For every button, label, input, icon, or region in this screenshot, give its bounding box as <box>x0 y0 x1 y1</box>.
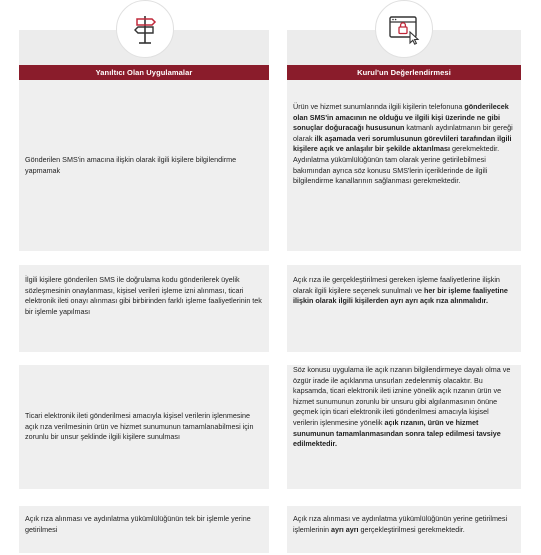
row-4-left-cell <box>19 506 269 553</box>
row-1-left-cell <box>19 80 269 251</box>
browser-lock-cursor-icon <box>386 12 422 46</box>
evaluation-segment: açık rızanın, ürün ve hizmet sunumunun tamamlanmasından sonra talep edilmesi tavsiye edilmektedir. <box>293 417 501 449</box>
evaluation-segment: katmanlı aydınlatmanın bir gereği olarak <box>293 123 513 143</box>
row-2-right-cell <box>287 265 521 352</box>
row-4-right-cell <box>287 506 521 553</box>
row-3-evaluation-text <box>293 365 515 450</box>
evaluation-segment: Açık rıza ile gerçekleştirilmesi gereken işleme faaliyetlerine ilişkin olarak ilgili kişilere seçenek sunulmalı ve <box>293 275 500 295</box>
evaluation-segment: Açık rıza alınması ve aydınlatma yükümlülüğünün yerine getirilmesi işlemlerinin <box>293 514 508 534</box>
evaluation-segment: gerekmektedir. Aydınlatma yükümlülüğünün tam olarak yerine getirilebilmesi bakımından ayrıca söz konusu SMS'lerin içeriklerinde de ilgili bilgilendirme kanallarının sağlanması gerekmektedir. <box>293 144 500 186</box>
right-column-header: Kurul'un Değerlendirmesi <box>287 65 521 80</box>
right-icon-circle <box>375 0 433 58</box>
row-3-left-cell <box>19 365 269 489</box>
row-1-evaluation-text <box>293 102 515 187</box>
evaluation-segment: Ürün ve hizmet sunumlarında ilgili kişilerin telefonuna <box>293 102 465 111</box>
evaluation-segment: ayrı ayrı <box>330 524 359 534</box>
evaluation-segment: gönderilecek olan SMS'in amacının ne olduğu ve ilgili kişi üzerinde ne gibi sonuçlar doğuracağı hususunun <box>293 102 509 133</box>
evaluation-segment: her bir işleme faaliyetine ilişkin olarak ilgili kişilerden ayrı ayrı açık rıza alınmalıdır. <box>293 285 508 306</box>
left-icon-circle <box>116 0 174 58</box>
evaluation-segment: ilk aşamada veri sorumlusunun görevlileri tarafından ilgili kişilere açık ve anlaşılır bir şekilde aktarılması <box>293 133 512 154</box>
evaluation-segment: Söz konusu uygulama ile açık rızanın bilgilendirmeye dayalı olma ve özgür irade ile açıklanma unsurları zedelenmiş olacaktır. Bu kapsamda, ticari elektronik ileti iznine yönelik açık rızanın ürün ve hizmet sunumunun zorunlu bir unsuru gibi algılanmasının önüne geçmek için ticari elektronik ileti gönderilmesi amacıyla kişisel verilerin işlenmesine yönelik <box>293 365 511 427</box>
row-2-evaluation-text <box>293 275 515 307</box>
left-column-header: Yanıltıcı Olan Uygulamalar <box>19 65 269 80</box>
row-1-right-cell <box>287 80 521 251</box>
row-2-practice-text: İlgili kişilere gönderilen SMS ile doğrulama kodu gönderilerek üyelik sözleşmesinin onaylanması, kişisel verileri işleme izni alınması, ticari elektronik ileti onayı alınması gibi birbirinden farklı işleme faaliyetlerinin tek bir işlemle yapılması <box>25 275 262 316</box>
evaluation-segment: gerçekleştirilmesi gerekmektedir. <box>358 524 465 534</box>
row-2-left-cell <box>19 265 269 352</box>
row-3-practice-text: Ticari elektronik ileti gönderilmesi amacıyla kişisel verilerin işlenmesine açık rıza verilmesinin ürün ve hizmet sunumunun tamamlanabilmesi için zorunlu bir unsur şeklinde ilgili kişilere sunulması <box>25 411 254 442</box>
row-3-right-cell <box>287 365 521 489</box>
row-4-practice-text: Açık rıza alınması ve aydınlatma yükümlülüğünün tek bir işlemle yerine getirilmesi <box>25 514 251 534</box>
row-4-evaluation-text <box>293 514 515 535</box>
row-1-practice-text: Gönderilen SMS'in amacına ilişkin olarak ilgili kişilere bilgilendirme yapmamak <box>25 154 237 175</box>
signpost-icon <box>128 12 162 46</box>
